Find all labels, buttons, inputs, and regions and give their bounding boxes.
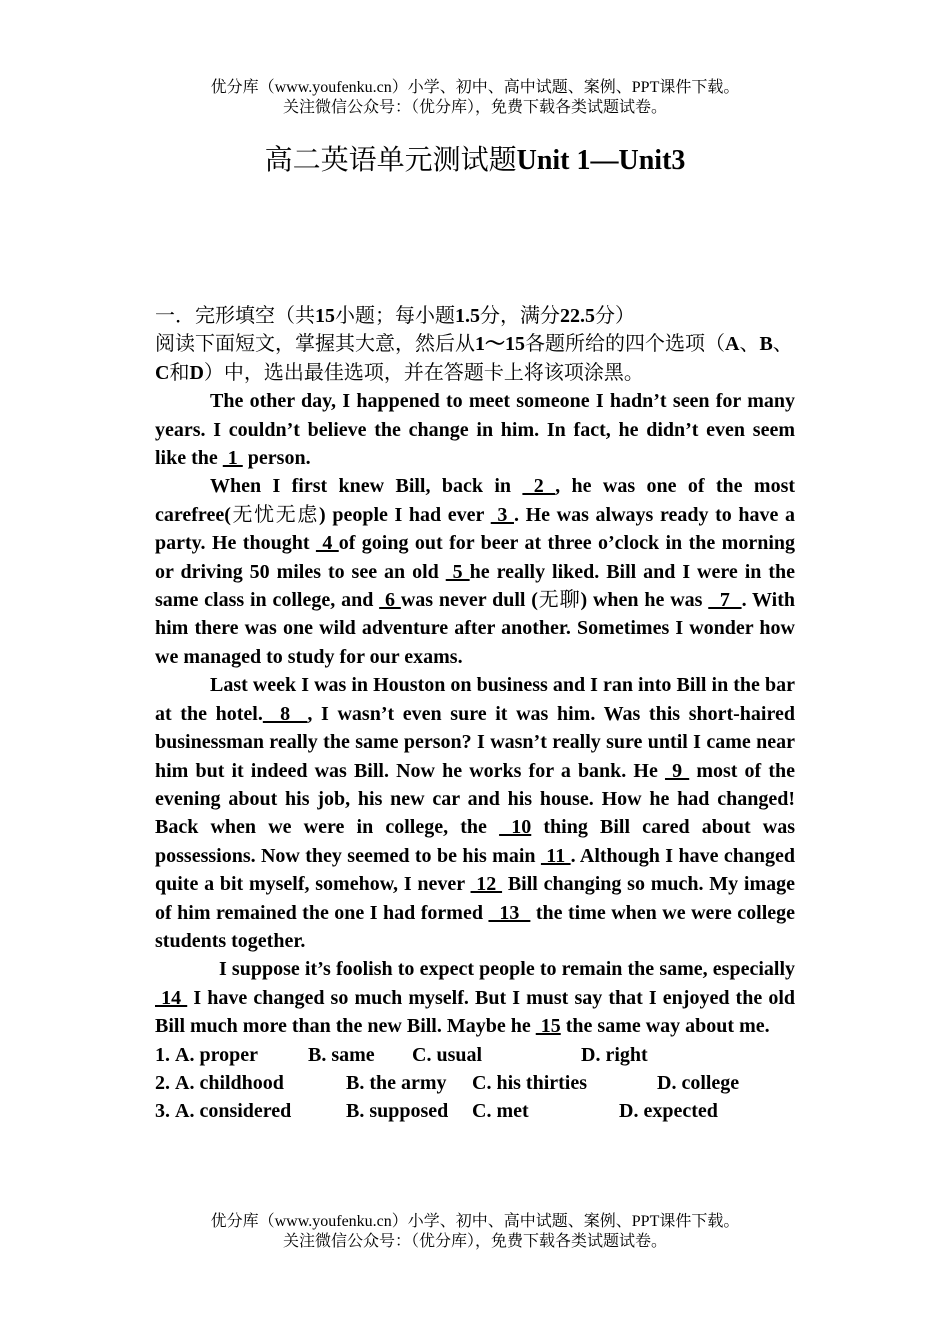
blank-7: 7 (708, 589, 742, 612)
instr-text: 各题所给的四个选项（ (525, 333, 725, 356)
heading-text: 小题；每小题 (335, 305, 455, 327)
passage-paragraph-4 (155, 955, 795, 1040)
passage-text: ) when he was (580, 589, 709, 612)
page-footer (0, 1212, 950, 1252)
passage-text: Bill changing so much. My image of him remained the one I had formed (155, 873, 795, 924)
option-c: C. his thirties (472, 1071, 587, 1094)
footer-line-2: 关注微信公众号：（优分库），免费下载各类试题试卷。 (282, 1233, 667, 1250)
blank-14: 14 (155, 986, 188, 1009)
passage-text: When I first knew Bill, back in (210, 475, 523, 498)
passage-paragraph-3 (155, 671, 795, 955)
blank-15: 15 (535, 1015, 561, 1038)
option-b: B. supposed (346, 1100, 449, 1123)
option-a: A. childhood (175, 1071, 284, 1094)
heading-text: 分，满分 (480, 305, 560, 327)
passage-text: most of the evening about his job, his new car and his house. How he had changed! Back when we were in college, the (155, 759, 795, 839)
passage-text: person. (242, 447, 311, 470)
blank-9: 9 (664, 759, 690, 782)
blank-3: 3 (490, 503, 514, 526)
instr-letter: B (759, 333, 773, 356)
passage-text: ) people I had ever (319, 503, 491, 526)
option-number: 2. (155, 1071, 170, 1094)
blank-13: 13 (488, 901, 531, 924)
section-heading (155, 302, 795, 330)
section-instructions (155, 330, 795, 387)
footer-line-1: 优分库（www.youfenku.cn）小学、初中、高中试题、案例、PPT课件下载。 (210, 1213, 740, 1230)
header-line-2: 关注微信公众号：（优分库），免费下载各类试题试卷。 (282, 99, 667, 116)
passage-text: of going out for beer at three o’clock in the morning or driving 50 miles to see an old (155, 532, 795, 583)
option-a: A. considered (175, 1100, 292, 1123)
title-cn: 高二英语单元测试题 (264, 145, 517, 176)
option-row-1 (155, 1041, 795, 1069)
header-line-1: 优分库（www.youfenku.cn）小学、初中、高中试题、案例、PPT课件下载。 (210, 79, 740, 96)
option-c: C. usual (412, 1043, 483, 1066)
blank-1: 1 (222, 447, 243, 470)
option-d: D. college (657, 1071, 740, 1094)
instr-text: ）中，选出最佳选项，并在答题卡上将该项涂黑。 (203, 361, 644, 384)
instr-text: 阅读下面短文，掌握其大意，然后从 (155, 333, 475, 356)
instr-letter: A (725, 333, 740, 356)
passage-paragraph-1 (155, 387, 795, 472)
blank-11: 11 (540, 844, 571, 867)
blank-6: 6 (379, 589, 401, 612)
passage-text: the same way about me. (560, 1015, 770, 1038)
blank-12: 12 (470, 873, 503, 896)
document-title (0, 144, 950, 178)
heading-text: 一．完形填空（共 (155, 305, 315, 327)
heading-count: 15 (315, 305, 335, 327)
page-header (0, 78, 950, 118)
option-b: B. the army (346, 1071, 447, 1094)
instr-letter: D (189, 361, 204, 384)
exam-content (155, 302, 795, 1126)
instr-text: 、 (772, 333, 793, 356)
heading-total: 22.5 (560, 305, 595, 327)
passage-text: . Although I have changed quite a bit myself, somehow, I never (155, 844, 795, 896)
passage-text: was never dull ( (400, 589, 538, 612)
title-en: Unit 1—Unit3 (516, 145, 686, 176)
blank-5: 5 (445, 560, 470, 583)
option-number: 1. (155, 1043, 170, 1066)
passage-text: . He was always ready to have a party. He thought (155, 503, 796, 555)
instr-text: 和 (169, 361, 190, 384)
passage-text: he really liked. Bill and I were in the same class in college, and (155, 560, 796, 612)
passage-paragraph-2 (155, 472, 795, 671)
option-row-3 (155, 1097, 795, 1125)
heading-text: 分） (595, 305, 635, 327)
passage-text: The other day, I happened to meet someone I hadn’t seen for many years. I couldn’t believe the change in him. In fact, he didn’t even seem like the (155, 390, 795, 470)
passage-text: , I wasn’t even sure it was him. Was this short-haired businessman really the same person? I wasn’t really sure until I came near him but it indeed was Bill. Now he works for a bank. He (155, 702, 795, 782)
option-b: B. same (308, 1043, 375, 1066)
option-d: D. expected (619, 1100, 718, 1123)
blank-2: 2 (522, 475, 556, 498)
passage-text: I suppose it’s foolish to expect people to remain the same, especially (219, 958, 795, 981)
instr-letter: C (155, 361, 170, 384)
passage-text: Last week I was in Houston on business and I ran into Bill in the bar at the hotel. (155, 674, 795, 725)
blank-8: 8 (262, 702, 308, 725)
passage-text: I have changed so much myself. But I must say that I enjoyed the old Bill much more than the new Bill. Maybe he (155, 986, 795, 1038)
option-c: C. met (472, 1100, 529, 1123)
instr-range: 1～15 (475, 333, 525, 356)
passage-text: , he was one of the most carefree( (155, 475, 796, 526)
gloss-dull: 无聊 (537, 589, 581, 612)
blank-4: 4 (315, 532, 339, 555)
blank-10: 10 (499, 816, 532, 839)
passage-text: . With him there was one wild adventure after another. Sometimes I wonder how we managed to study for our exams. (155, 589, 796, 668)
instr-text: 、 (739, 333, 760, 356)
option-a: A. proper (175, 1043, 258, 1066)
gloss-carefree: 无忧无虑 (230, 503, 320, 526)
passage-text: the time when we were college students together. (155, 901, 796, 952)
option-number: 3. (155, 1100, 170, 1123)
option-d: D. right (581, 1043, 648, 1066)
heading-score: 1.5 (455, 305, 480, 327)
option-row-2 (155, 1069, 795, 1097)
passage-text: thing Bill cared about was possessions. Now they seemed to be his main (155, 816, 796, 867)
